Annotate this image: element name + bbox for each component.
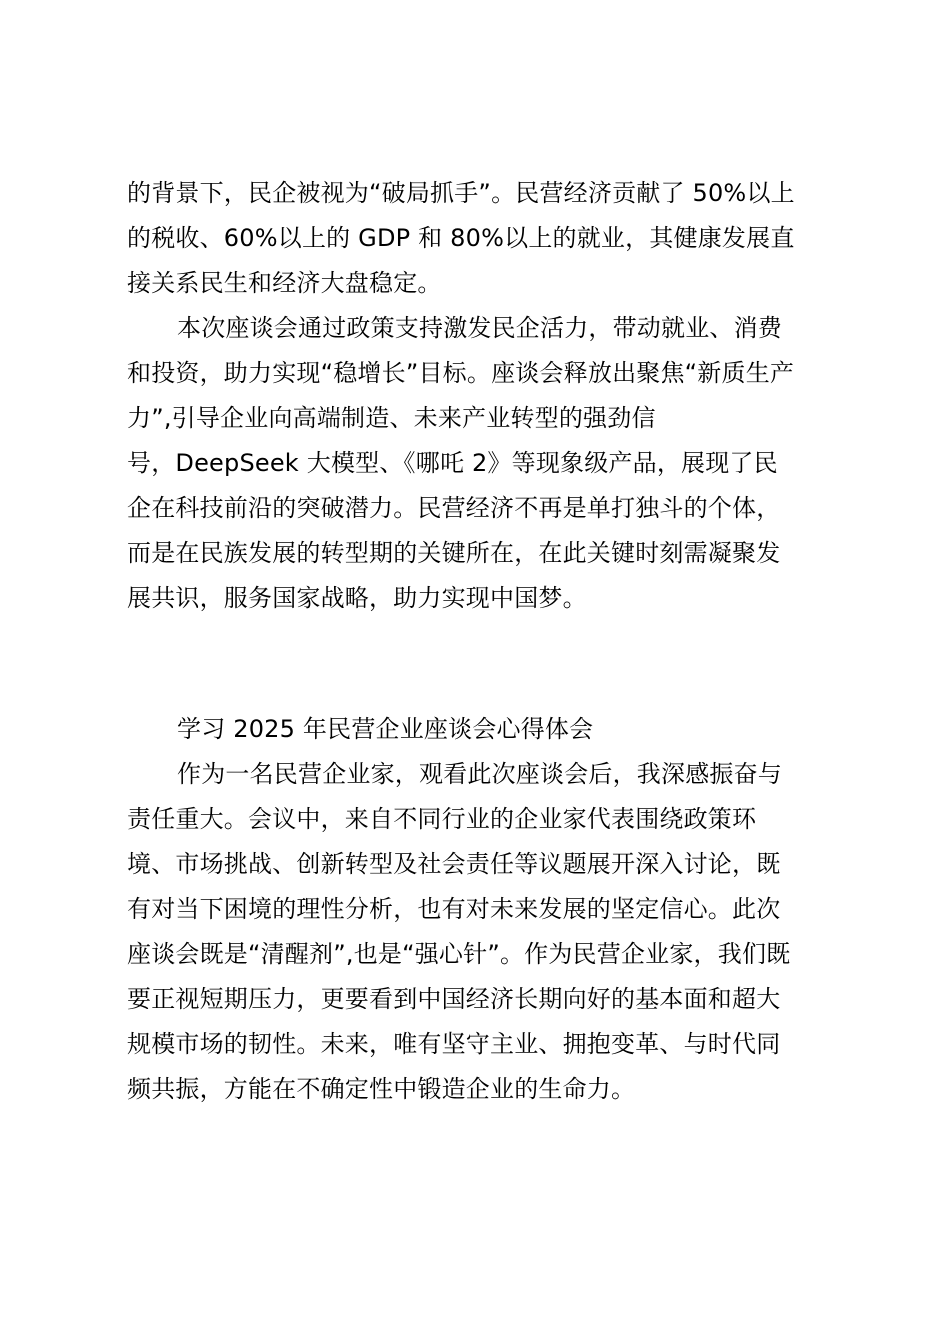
text-line: 号，DeepSeek 大模型、《哪吒 2》等现象级产品，展现了民 xyxy=(127,449,778,477)
text-line: 接关系民生和经济大盘稳定。 xyxy=(127,269,442,297)
text-line: 频共振，方能在不确定性中锻造企业的生命力。 xyxy=(127,1075,636,1103)
text-line: 责任重大。会议中，来自不同行业的企业家代表围绕政策环 xyxy=(127,805,757,833)
text-line: 展共识，服务国家战略，助力实现中国梦。 xyxy=(127,584,587,612)
section-reflection xyxy=(127,707,847,1112)
text-line: 境、市场挑战、创新转型及社会责任等议题展开深入讨论，既 xyxy=(127,850,781,878)
text-line: 的背景下，民企被视为“破局抓手”。民营经济贡献了 50%以上 xyxy=(127,179,795,207)
text-line: 作为一名民营企业家，观看此次座谈会后，我深感振奋与 xyxy=(177,760,782,788)
text-line: 而是在民族发展的转型期的关键所在，在此关键时刻需凝聚发 xyxy=(127,539,781,567)
text-line: 企在科技前沿的突破潜力。民营经济不再是单打独斗的个体， xyxy=(127,494,781,522)
text-line: 要正视短期压力，更要看到中国经济长期向好的基本面和超大 xyxy=(127,985,781,1013)
section-title: 学习 2025 年民营企业座谈会心得体会 xyxy=(177,715,594,743)
text-line: 规模市场的韧性。未来，唯有坚守主业、拥抱变革、与时代同 xyxy=(127,1030,781,1058)
paragraph-symposium-impact xyxy=(127,306,847,621)
text-line: 座谈会既是“清醒剂”,也是“强心针”。作为民营企业家，我们既 xyxy=(127,940,791,968)
text-line: 和投资，助力实现“稳增长”目标。座谈会释放出聚焦“新质生产 xyxy=(127,359,795,387)
text-line: 的税收、60%以上的 GDP 和 80%以上的就业，其健康发展直 xyxy=(127,224,795,252)
text-line: 本次座谈会通过政策支持激发民企活力，带动就业、消费 xyxy=(177,314,782,342)
paragraph-continuation xyxy=(127,171,847,306)
text-line: 有对当下困境的理性分析，也有对未来发展的坚定信心。此次 xyxy=(127,895,781,923)
text-line: 力”,引导企业向高端制造、未来产业转型的强劲信 xyxy=(127,404,656,432)
